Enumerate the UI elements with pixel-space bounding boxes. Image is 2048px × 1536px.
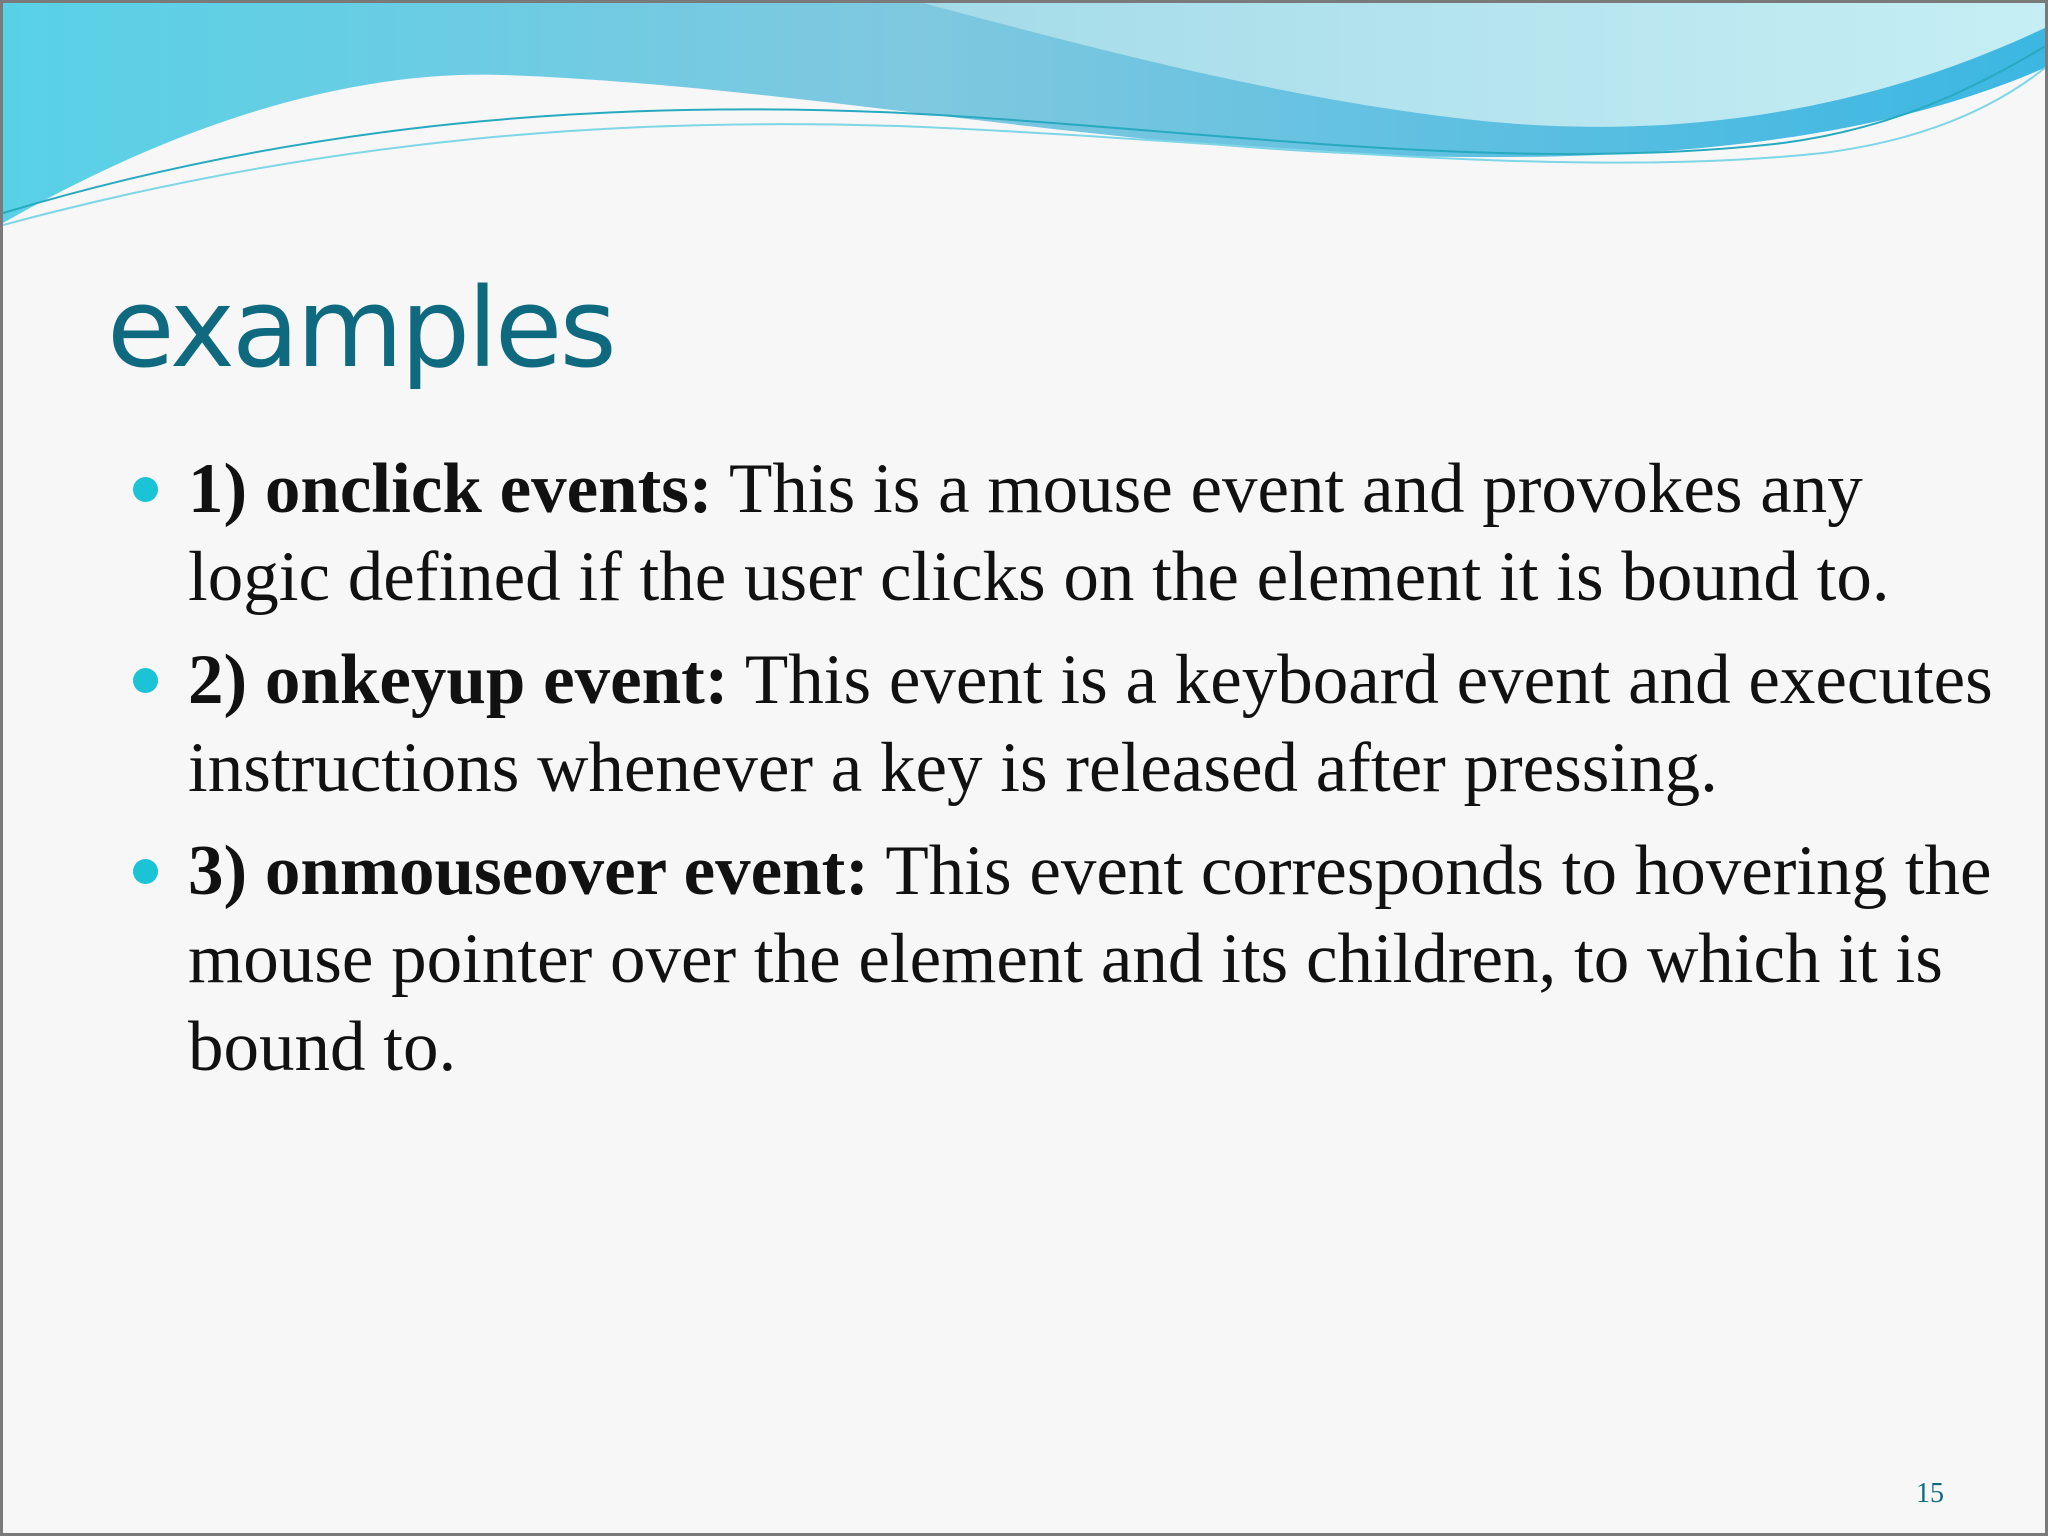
bullet-body: This is a mouse event and provokes any logic defined if the user clicks on the element it is bound to.	[188, 450, 1890, 616]
header-wave-decoration	[3, 3, 2048, 243]
bullet-lead: 3) onmouseover event:	[188, 832, 869, 910]
page-number: 15	[1916, 1478, 1944, 1509]
bullet-dot-icon	[133, 859, 158, 884]
bullet-item-onkeyup	[133, 636, 1993, 812]
bullet-dot-icon	[133, 477, 158, 502]
bullet-body: This event is a keyboard event and executes instructions whenever a key is released after pressing.	[188, 641, 1993, 807]
slide-title: examples	[107, 264, 614, 392]
bullet-item-onclick	[133, 445, 1993, 621]
bullet-body: This event corresponds to hovering the mouse pointer over the element and its children, to which it is bound to.	[188, 832, 1992, 1086]
bullet-lead: 1) onclick events:	[188, 450, 713, 528]
bullet-dot-icon	[133, 668, 158, 693]
bullet-item-onmouseover	[133, 827, 1993, 1091]
bullet-lead: 2) onkeyup event:	[188, 641, 729, 719]
bullet-list	[133, 445, 1993, 1106]
